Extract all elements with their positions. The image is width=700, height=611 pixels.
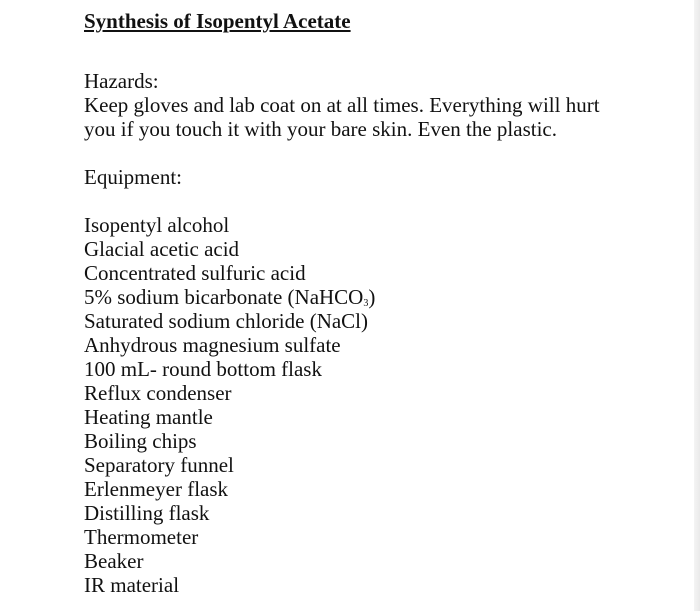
equipment-item-sulfuric-acid: Concentrated sulfuric acid [84,261,306,285]
sodium-bicarbonate-text: 5% sodium bicarbonate (NaHCO [84,285,364,309]
nahco3-close-paren: ) [368,285,376,309]
equipment-item-glacial-acetic-acid: Glacial acetic acid [84,237,240,261]
equipment-item-sodium-bicarbonate [84,285,664,309]
document-content [84,8,664,597]
equipment-item-erlenmeyer-flask: Erlenmeyer flask [84,477,229,501]
nahco3-subscript: 3 [363,298,369,309]
equipment-item-thermometer: Thermometer [84,525,199,549]
hazards-heading: Hazards: [84,69,159,93]
equipment-item-sodium-chloride: Saturated sodium chloride (NaCl) [84,309,369,333]
equipment-item-beaker: Beaker [84,549,144,573]
equipment-item-heating-mantle: Heating mantle [84,405,213,429]
equipment-item-isopentyl-alcohol: Isopentyl alcohol [84,213,230,237]
equipment-item-distilling-flask: Distilling flask [84,501,210,525]
equipment-item-reflux-condenser: Reflux condenser [84,381,232,405]
equipment-item-ir-material: IR material [84,573,180,597]
equipment-heading: Equipment: [84,165,182,189]
equipment-item-separatory-funnel: Separatory funnel [84,453,234,477]
page-edge-shadow [694,0,700,611]
equipment-list [84,213,664,597]
document-title: Synthesis of Isopentyl Acetate [84,9,351,33]
equipment-item-boiling-chips: Boiling chips [84,429,197,453]
hazards-text: Keep gloves and lab coat on at all times. Everything will hurt you if you touch it with your bare skin. Even the plastic. [84,93,600,141]
equipment-item-magnesium-sulfate: Anhydrous magnesium sulfate [84,333,341,357]
equipment-item-round-bottom-flask: 100 mL- round bottom flask [84,357,322,381]
